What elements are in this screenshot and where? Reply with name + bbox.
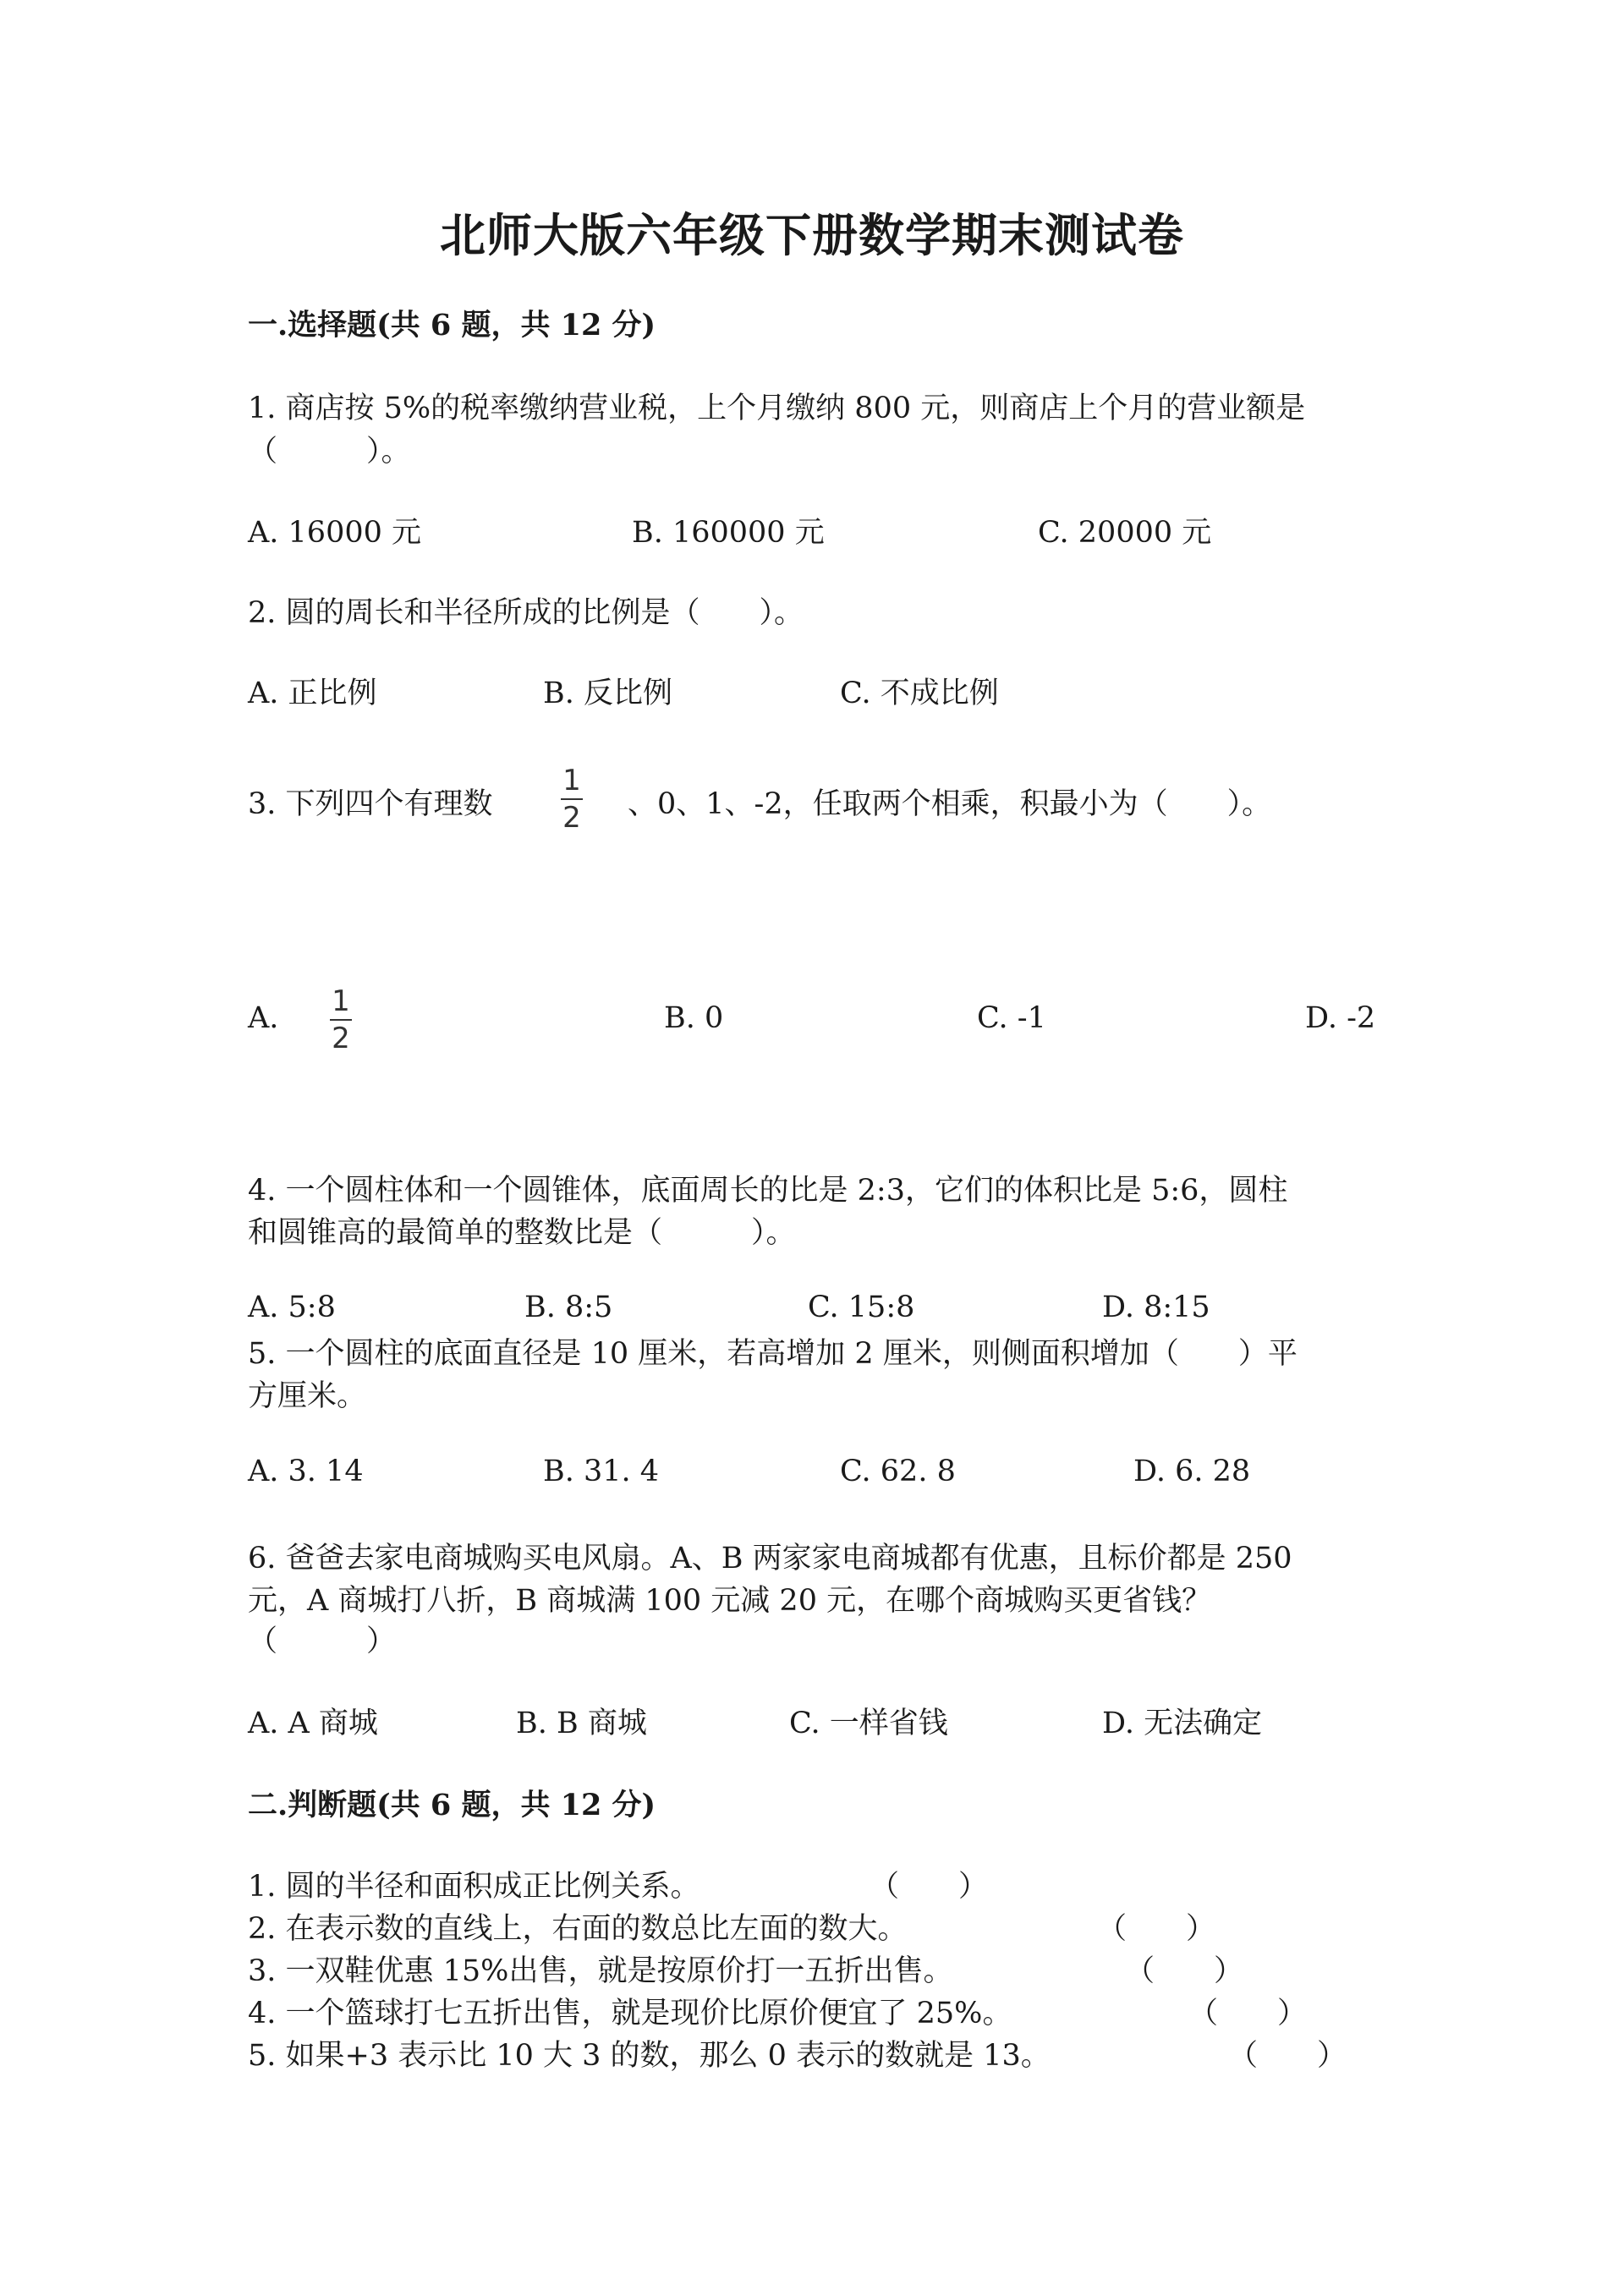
q4-option-b: B. 8:5	[524, 1290, 613, 1324]
judge-item-5-blank: （ ）	[1228, 2039, 1347, 2073]
judge-item-5-text: 5. 如果+3 表示比 10 大 3 的数，那么 0 表示的数就是 13。	[248, 2039, 1051, 2073]
q4-option-d: D. 8:15	[1102, 1290, 1210, 1324]
question-5-line-2: 方厘米。	[248, 1379, 367, 1413]
judge-item-2-text: 2. 在表示数的直线上，右面的数总比左面的数大。	[248, 1912, 908, 1946]
q3-option-d: D. -2	[1305, 1001, 1376, 1035]
question-1-line-2: （ ）。	[248, 435, 411, 469]
question-6-line-1: 6. 爸爸去家电商城购买电风扇。A、B 两家家电商城都有优惠，且标价都是 250	[248, 1542, 1292, 1575]
fraction-bar	[330, 1019, 352, 1021]
q6-option-d: D. 无法确定	[1102, 1707, 1263, 1740]
question-4-line-1: 4. 一个圆柱体和一个圆锥体，底面周长的比是 2:3，它们的体积比是 5:6，圆柱	[248, 1174, 1288, 1208]
question-3-line-1: 3. 下列四个有理数	[248, 787, 493, 821]
q4-option-a: A. 5:8	[248, 1290, 336, 1324]
question-1-line-1: 1. 商店按 5%的税率缴纳营业税，上个月缴纳 800 元，则商店上个月的营业额是	[248, 392, 1306, 425]
q5-option-a: A. 3. 14	[248, 1455, 364, 1488]
judge-item-2-blank: （ ）	[1097, 1912, 1216, 1946]
question-4-line-2: 和圆锥高的最简单的整数比是（ ）。	[248, 1216, 796, 1250]
question-5-line-1: 5. 一个圆柱的底面直径是 10 厘米，若高增加 2 厘米，则侧面积增加（ ）平	[248, 1337, 1298, 1371]
page-title: 北师大版六年级下册数学期末测试卷	[440, 208, 1184, 262]
judge-item-4-blank: （ ）	[1188, 1997, 1308, 2030]
q5-option-c: C. 62. 8	[840, 1455, 956, 1488]
q2-option-b: B. 反比例	[543, 677, 672, 710]
q3-option-c: C. -1	[977, 1001, 1046, 1035]
q5-option-d: D. 6. 28	[1133, 1455, 1251, 1488]
fraction-denominator: 2	[562, 801, 581, 835]
section-2-heading: 二.判断题(共 6 题，共 12 分)	[248, 1788, 656, 1822]
q6-option-b: B. B 商城	[516, 1707, 647, 1740]
q4-option-c: C. 15:8	[808, 1290, 915, 1324]
judge-item-3-blank: （ ）	[1125, 1954, 1244, 1988]
q3-fraction	[561, 765, 583, 833]
q1-option-b: B. 160000 元	[632, 516, 825, 550]
judge-item-3-text: 3. 一双鞋优惠 15%出售，就是按原价打一五折出售。	[248, 1954, 953, 1988]
q5-option-b: B. 31. 4	[543, 1455, 660, 1488]
judge-item-4-text: 4. 一个篮球打七五折出售，就是现价比原价便宜了 25%。	[248, 1997, 1012, 2030]
q1-option-a: A. 16000 元	[248, 516, 421, 550]
question-3-line-2: 、0、1、-2，任取两个相乘，积最小为（ ）。	[628, 787, 1272, 821]
question-6-line-3: （ ）	[248, 1625, 397, 1658]
fraction-numerator: 1	[332, 984, 350, 1018]
fraction-denominator: 2	[332, 1022, 350, 1055]
question-2-line-1: 2. 圆的周长和半径所成的比例是（ ）。	[248, 596, 804, 630]
q3-option-a-fraction	[330, 986, 352, 1054]
fraction-bar	[561, 798, 583, 800]
q6-option-c: C. 一样省钱	[789, 1707, 948, 1740]
q3-option-b: B. 0	[664, 1001, 724, 1035]
q2-option-c: C. 不成比例	[840, 677, 999, 710]
q2-option-a: A. 正比例	[248, 677, 377, 710]
q3-option-a: A.	[248, 1001, 279, 1035]
q6-option-a: A. A 商城	[248, 1707, 378, 1740]
question-6-line-2: 元，A 商城打八折，B 商城满 100 元减 20 元，在哪个商城购买更省钱？	[248, 1584, 1212, 1618]
judge-item-1-blank: （ ）	[870, 1870, 989, 1904]
judge-item-1-text: 1. 圆的半径和面积成正比例关系。	[248, 1870, 700, 1904]
q1-option-c: C. 20000 元	[1038, 516, 1212, 550]
fraction-numerator: 1	[562, 764, 581, 797]
section-1-heading: 一.选择题(共 6 题，共 12 分)	[248, 308, 656, 342]
